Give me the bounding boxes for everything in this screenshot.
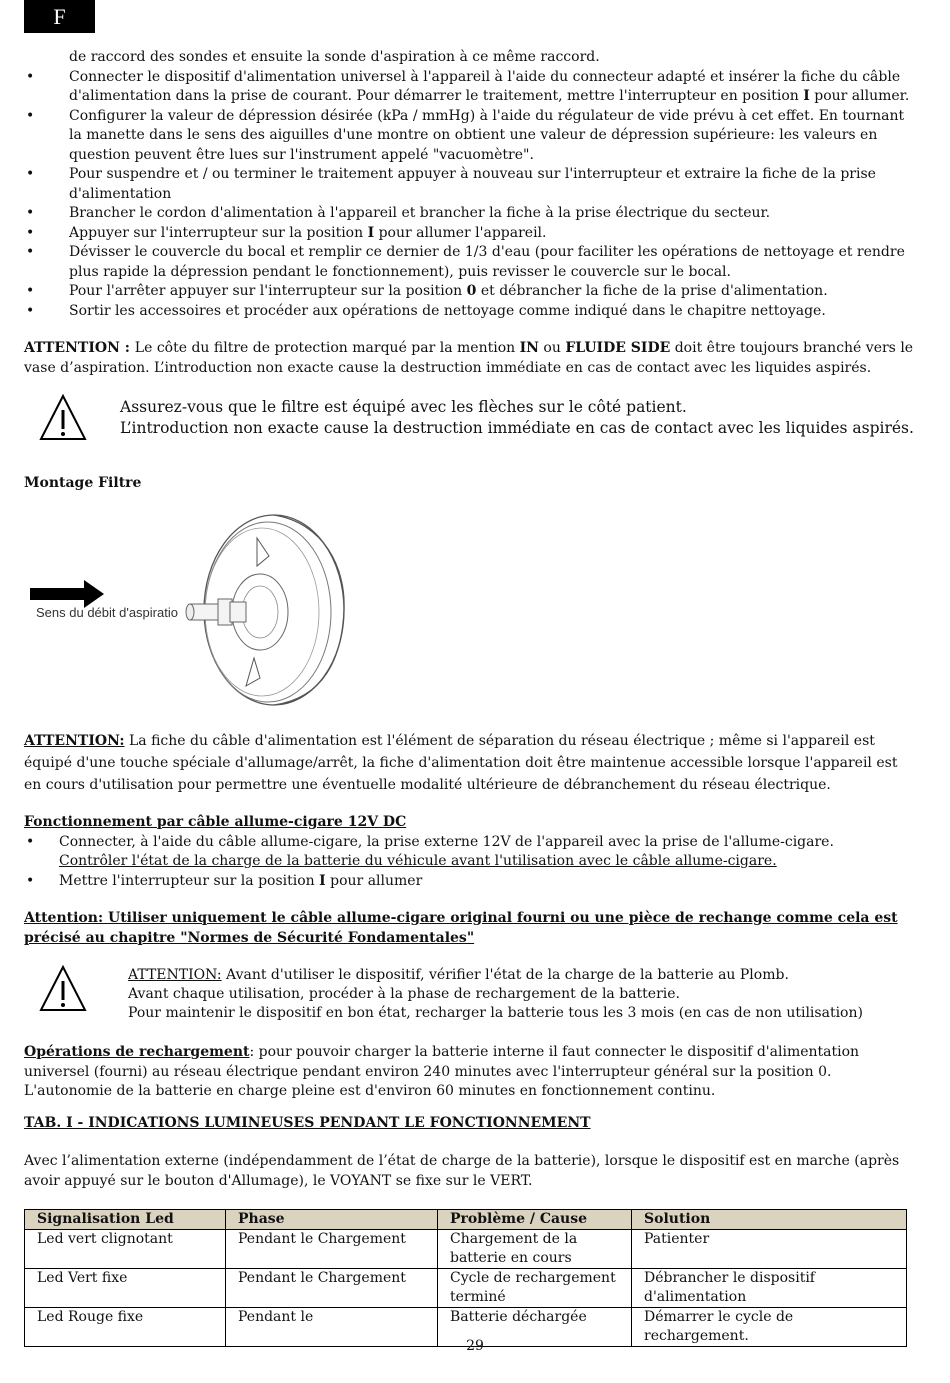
table-cell: Pendant le: [226, 1308, 438, 1347]
table-cell: Pendant le Chargement: [226, 1230, 438, 1269]
table-cell: Led Vert fixe: [25, 1269, 226, 1308]
page-number: 29: [466, 1338, 484, 1354]
led-indications-table: [24, 1209, 907, 1347]
warning-triangle-icon: [38, 964, 88, 1014]
list-item: • Appuyer sur l'interrupteur sur la position I pour allumer l'appareil.: [26, 224, 547, 241]
table-cell: Cycle de rechargement terminé: [438, 1269, 632, 1308]
list-item: • Mettre l'interrupteur sur la position I pour allumer: [26, 872, 423, 889]
column-header: Signalisation Led: [25, 1210, 226, 1230]
column-header: Phase: [226, 1210, 438, 1230]
list-item: • Dévisser le couvercle du bocal et remplir ce dernier de 1/3 d'eau (pour faciliter les opérations de nettoyage et rendre plus rapide la dépression pendant le fonctionnement), puis revisser le couvercle sur le bocal.: [26, 244, 905, 280]
flow-direction-label: Sens du débit d'aspiratio: [36, 605, 178, 620]
attention-filter-note: ATTENTION : Le côte du filtre de protection marqué par la mention IN ou FLUIDE SIDE doit être toujours branché vers le vase d’aspiration. L’introduction non exacte cause la destruction immédiate en cas de contact avec les liquides aspirés.: [24, 340, 914, 376]
montage-filtre-heading: Montage Filtre: [24, 475, 142, 491]
table-intro: Avec l’alimentation externe (indépendamment de l’état de charge de la batterie), lorsque le dispositif est en marche (après avoir appuyé sur le bouton d'Allumage), le VOYANT se fixe sur le VERT.: [24, 1153, 900, 1189]
table-cell: Patienter: [632, 1230, 907, 1269]
table-cell: Led Rouge fixe: [25, 1308, 226, 1347]
table-row: [25, 1230, 907, 1269]
recharge-paragraph: Opérations de rechargement: pour pouvoir charger la batterie interne il faut connecter le dispositif d'alimentation universel (fourni) au réseau électrique pendant environ 240 minutes avec l'interrupteur général sur la position 0. L'autonomie de la batterie en charge pleine est d'environ 60 minutes en fonctionnement continu.: [24, 1044, 860, 1099]
attention-original-cable: Attention: Utiliser uniquement le câble allume-cigare original fourni ou une pièce de rechange comme cela est précisé au chapitre "Normes de Sécurité Fondamentales": [24, 910, 898, 946]
table-cell: Chargement de la batterie en cours: [438, 1230, 632, 1269]
list-item: • Pour l'arrêter appuyer sur l'interrupteur sur la position 0 et débrancher la fiche de la prise d'alimentation.: [26, 283, 828, 299]
continued-text: de raccord des sondes et ensuite la sonde d'aspiration à ce même raccord.: [69, 49, 600, 65]
attention-power-plug-note: ATTENTION: La fiche du câble d'alimentation est l'élément de séparation du réseau électrique ; même si l'appareil est équipé d'une touche spéciale d'allumage/arrêt, la fiche d'alimentation doit être maintenue accessible lorsque l'appareil est en cours d'utilisation pour permettre une éventuelle modalité ultérieure de débranchement du réseau électrique.: [24, 733, 898, 793]
table-title: TAB. I - INDICATIONS LUMINEUSES PENDANT LE FONCTIONNEMENT: [24, 1115, 591, 1131]
list-item: • Pour suspendre et / ou terminer le traitement appuyer à nouveau sur l'interrupteur et extraire la fiche de la prise d'alimentation: [26, 166, 876, 202]
list-item: • Connecter, à l'aide du câble allume-cigare, la prise externe 12V de l'appareil avec la prise de l'allume-cigare. Contrôler l'état de la charge de la batterie du véhicule avant l'utilisation avec le câble allume-cigare.: [26, 833, 834, 869]
list-item: • Sortir les accessoires et procéder aux opérations de nettoyage comme indiqué dans le chapitre nettoyage.: [26, 302, 826, 319]
table-cell: Débrancher le dispositif d'alimentation: [632, 1269, 907, 1308]
warning-triangle-icon: [38, 393, 88, 443]
filter-diagram: [24, 508, 354, 713]
column-header: Solution: [632, 1210, 907, 1230]
language-tab: F: [24, 0, 95, 33]
table-cell: Pendant le Chargement: [226, 1269, 438, 1308]
table-row: [25, 1269, 907, 1308]
warning-filter-text: Assurez-vous que le filtre est équipé avec les flèches sur le côté patient. L’introduction non exacte cause la destruction immédiate en cas de contact avec les liquides aspirés.: [120, 398, 914, 437]
table-header-row: [25, 1210, 907, 1230]
list-item: • Configurer la valeur de dépression désirée (kPa / mmHg) à l'aide du régulateur de vide prévu à cet effet. En tournant la manette dans le sens des aiguilles d'une montre on obtient une valeur de dépression supérieure: les valeurs en question peuvent être lues sur l'instrument appelé "vacuomètre".: [26, 107, 905, 163]
table-cell: Led vert clignotant: [25, 1230, 226, 1269]
table-cell: Batterie déchargée: [438, 1308, 632, 1347]
cigare-section: [24, 813, 916, 891]
warning-battery-text: ATTENTION: Avant d'utiliser le dispositif, vérifier l'état de la charge de la batterie au Plomb. Avant chaque utilisation, procéder à la phase de rechargement de la batterie. Pour maintenir le dispositif en bon état, recharger la batterie tous les 3 mois (en cas de non utilisation): [128, 967, 863, 1021]
intro-bullet-list: [24, 48, 916, 321]
table-cell: Démarrer le cycle de rechargement.: [632, 1308, 907, 1347]
column-header: Problème / Cause: [438, 1210, 632, 1230]
list-item: • Brancher le cordon d'alimentation à l'appareil et brancher la fiche à la prise électrique du secteur.: [26, 205, 771, 221]
cigare-heading: Fonctionnement par câble allume-cigare 12V DC: [24, 814, 407, 830]
list-item: • Connecter le dispositif d'alimentation universel à l'appareil à l'aide du connecteur adapté et insérer la fiche du câble d'alimentation dans la prise de courant. Pour démarrer le traitement, mettre l'interrupteur en position I pour allumer.: [26, 68, 910, 104]
